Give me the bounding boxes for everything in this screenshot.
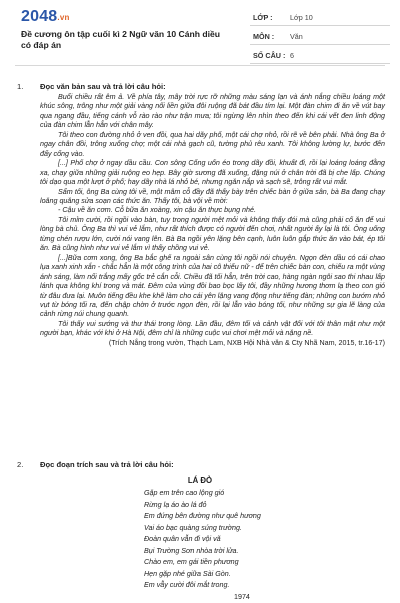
- poem-line: Rừng lạ áo ào lá đỏ: [144, 500, 344, 512]
- poem-year: 1974: [144, 592, 344, 603]
- poem-title: LÁ ĐỎ: [0, 476, 400, 485]
- poem-line: Em đứng bên đường như quê hương: [144, 511, 344, 523]
- document-meta: [250, 10, 390, 64]
- meta-row-question-count: [250, 48, 390, 64]
- passage-paragraph: Tôi thấy vui sướng và thư thái trong lòng. Lần đầu, đêm tối và cảnh vật đối với tôi thân mật như một người bạn, khác với khi ở Hà Nội, đêm chỉ là những cuộc vui chơi mệt mỏi và nặng nề.: [40, 320, 385, 339]
- passage-paragraph: Tôi theo con đường nhỏ ở ven đồi, qua hai dãy phố, một cái chợ nhỏ, rồi rẽ về bên phải. Nhà ông Ba ở ngay chân đồi, trông xuống chợ; một cái nhà gạch cũ, tường phủ rêu xanh. Tôi không lường lự, bước đến đẩy cổng vào.: [40, 131, 385, 159]
- passage-paragraph: - Cậu về ăn cơm. Cỗ bữa ăn xoàng, xin cậu ăn thực bụng nhé.: [40, 206, 385, 215]
- meta-value: 6: [290, 51, 294, 60]
- document-title: Đề cương ôn tập cuối kì 2 Ngữ văn 10 Cánh diều có đáp án: [21, 29, 231, 51]
- poem-line: Bụi Trường Sơn nhòa trời lửa.: [144, 546, 344, 558]
- poem-line: Vai áo bạc quàng súng trường.: [144, 523, 344, 535]
- meta-row-subject: [250, 29, 390, 45]
- passage-paragraph: Buổi chiều rất êm ả. Về phía tây, mây trời rực rỡ những màu sáng lạn và ánh nắng chiều loáng một khúc sông, trông như một giải vàng nối liền giữa đôi ruộng đã bát đầu tím lại. Một đàn chim đi ăn về vút bay qua ngang đầu, tiếng cánh vỗ rào rào như trận mưa; tôi ngừng lên nhìn theo đến khi cái vết đen linh động của đàn chim lẫn hẳn với chân mây.: [40, 93, 385, 131]
- logo-text: 2048: [21, 8, 57, 25]
- passage-paragraph: Sẩm tối, ông Ba cùng tôi về, một mâm cỗ đầy đã thấy bày trên chiếc bàn ở giữa sân, bà Ba đang chạy loăng quăng sửa soạn các thức ăn. Thấy tôi, bà vội về mời:: [40, 188, 385, 207]
- question-number: 2.: [17, 460, 23, 469]
- passage-paragraph: Tôi mỉm cười, rồi ngồi vào bàn, tuy trong người mệt mỏi và không thấy đói mà cũng phải cố ăn để vui lòng bà chủ. Ông Ba thì vui vẻ lắm, như rất thích được có người đến chơi, nhất người ấy lại là tôi. Ông uống từng chén rượu lớn, cười nói vang lên. Bà Ba ngồi yên lặng bên cạnh, luôn luôn gắp thức ăn vào bát, ép tôi ăn. Bà cũng hình như vui vẻ lắm vì thấy chồng vui vẻ.: [40, 216, 385, 254]
- question-number: 1.: [17, 82, 23, 91]
- header-divider: [15, 65, 385, 66]
- passage-paragraph: [...] Phố chợ ở ngay dầu cầu. Con sông Cống uốn éo trong dãy đồi, khuất đi, rồi lại loáng loáng đằng xa, chạy giữa những giải ruộng eo hẹp. Bây giờ sương đã xuống, đặng núi ở chân trời đã bị che lấp. Chúng tôi dạo qua một lượt ở phố; hay dãy nhà lá nhỏ bé, nhưng ngăn nắp và sạch sẽ, trông rất vui mắt.: [40, 159, 385, 187]
- poem-line: Em vẫy cười đôi mắt trong.: [144, 580, 344, 592]
- meta-label: MÔN :: [253, 32, 274, 41]
- passage-source: (Trích Nắng trong vườn, Thạch Lam, NXB Hội Nhà văn & Cty Nhã Nam, 2015, tr.16-17): [40, 339, 385, 348]
- poem: [144, 488, 344, 603]
- poem-line: Chào em, em gái tiền phương: [144, 557, 344, 569]
- logo-tld: .vn: [57, 13, 69, 22]
- passage-paragraph: [...]Bữa cơm xong, ông Ba bắc ghế ra ngoài sân cùng tôi ngồi nói chuyện. Ngọn đèn dầu có cái chao lụa xanh xinh xắn - chắc hẳn là một công trình của hai cô thiếu nữ - để trên chiếc bàn con, chiếu ra một vùng ánh sáng, làm nổi trắng mấy gốc trẻ cắn cỗi. Chiều đã tối hẳn, trên trời cao, hàng ngàn ngôi sao thi nhau lấp lánh qua không khí trong và mát. Đêm của vùng đồi bao bọc lấy tôi, đầy những hương thơm lạ theo con gió từ đâu đưa lại. Muôn tiếng đều khe khẽ làm cho cái yên lặng vang động như tiếng đàn; những con bướm nhỏ vụt từ bóng tối ra, đến chập chờn ở trước ngọn đèn, rồi lại lẫn vào bóng tối, như những sự gia lẽ làng của cảnh rừng núi chung quanh.: [40, 254, 385, 320]
- poem-line: Đoàn quân vẫn đi vội vã: [144, 534, 344, 546]
- poem-line: Gặp em trên cao lộng gió: [144, 488, 344, 500]
- meta-row-class: [250, 10, 390, 26]
- meta-label: SỐ CÂU :: [253, 51, 285, 60]
- reading-passage: [40, 93, 385, 348]
- poem-line: Hẹn gặp nhé giữa Sài Gòn.: [144, 569, 344, 581]
- question-title: Đọc văn bản sau và trả lời câu hỏi:: [40, 82, 166, 91]
- meta-value: Văn: [290, 32, 303, 41]
- meta-value: Lớp 10: [290, 13, 313, 22]
- page-header: [0, 0, 400, 62]
- question-title: Đọc đoạn trích sau và trả lời câu hỏi:: [40, 460, 174, 469]
- site-logo[interactable]: [21, 8, 70, 26]
- meta-label: LỚP :: [253, 13, 273, 22]
